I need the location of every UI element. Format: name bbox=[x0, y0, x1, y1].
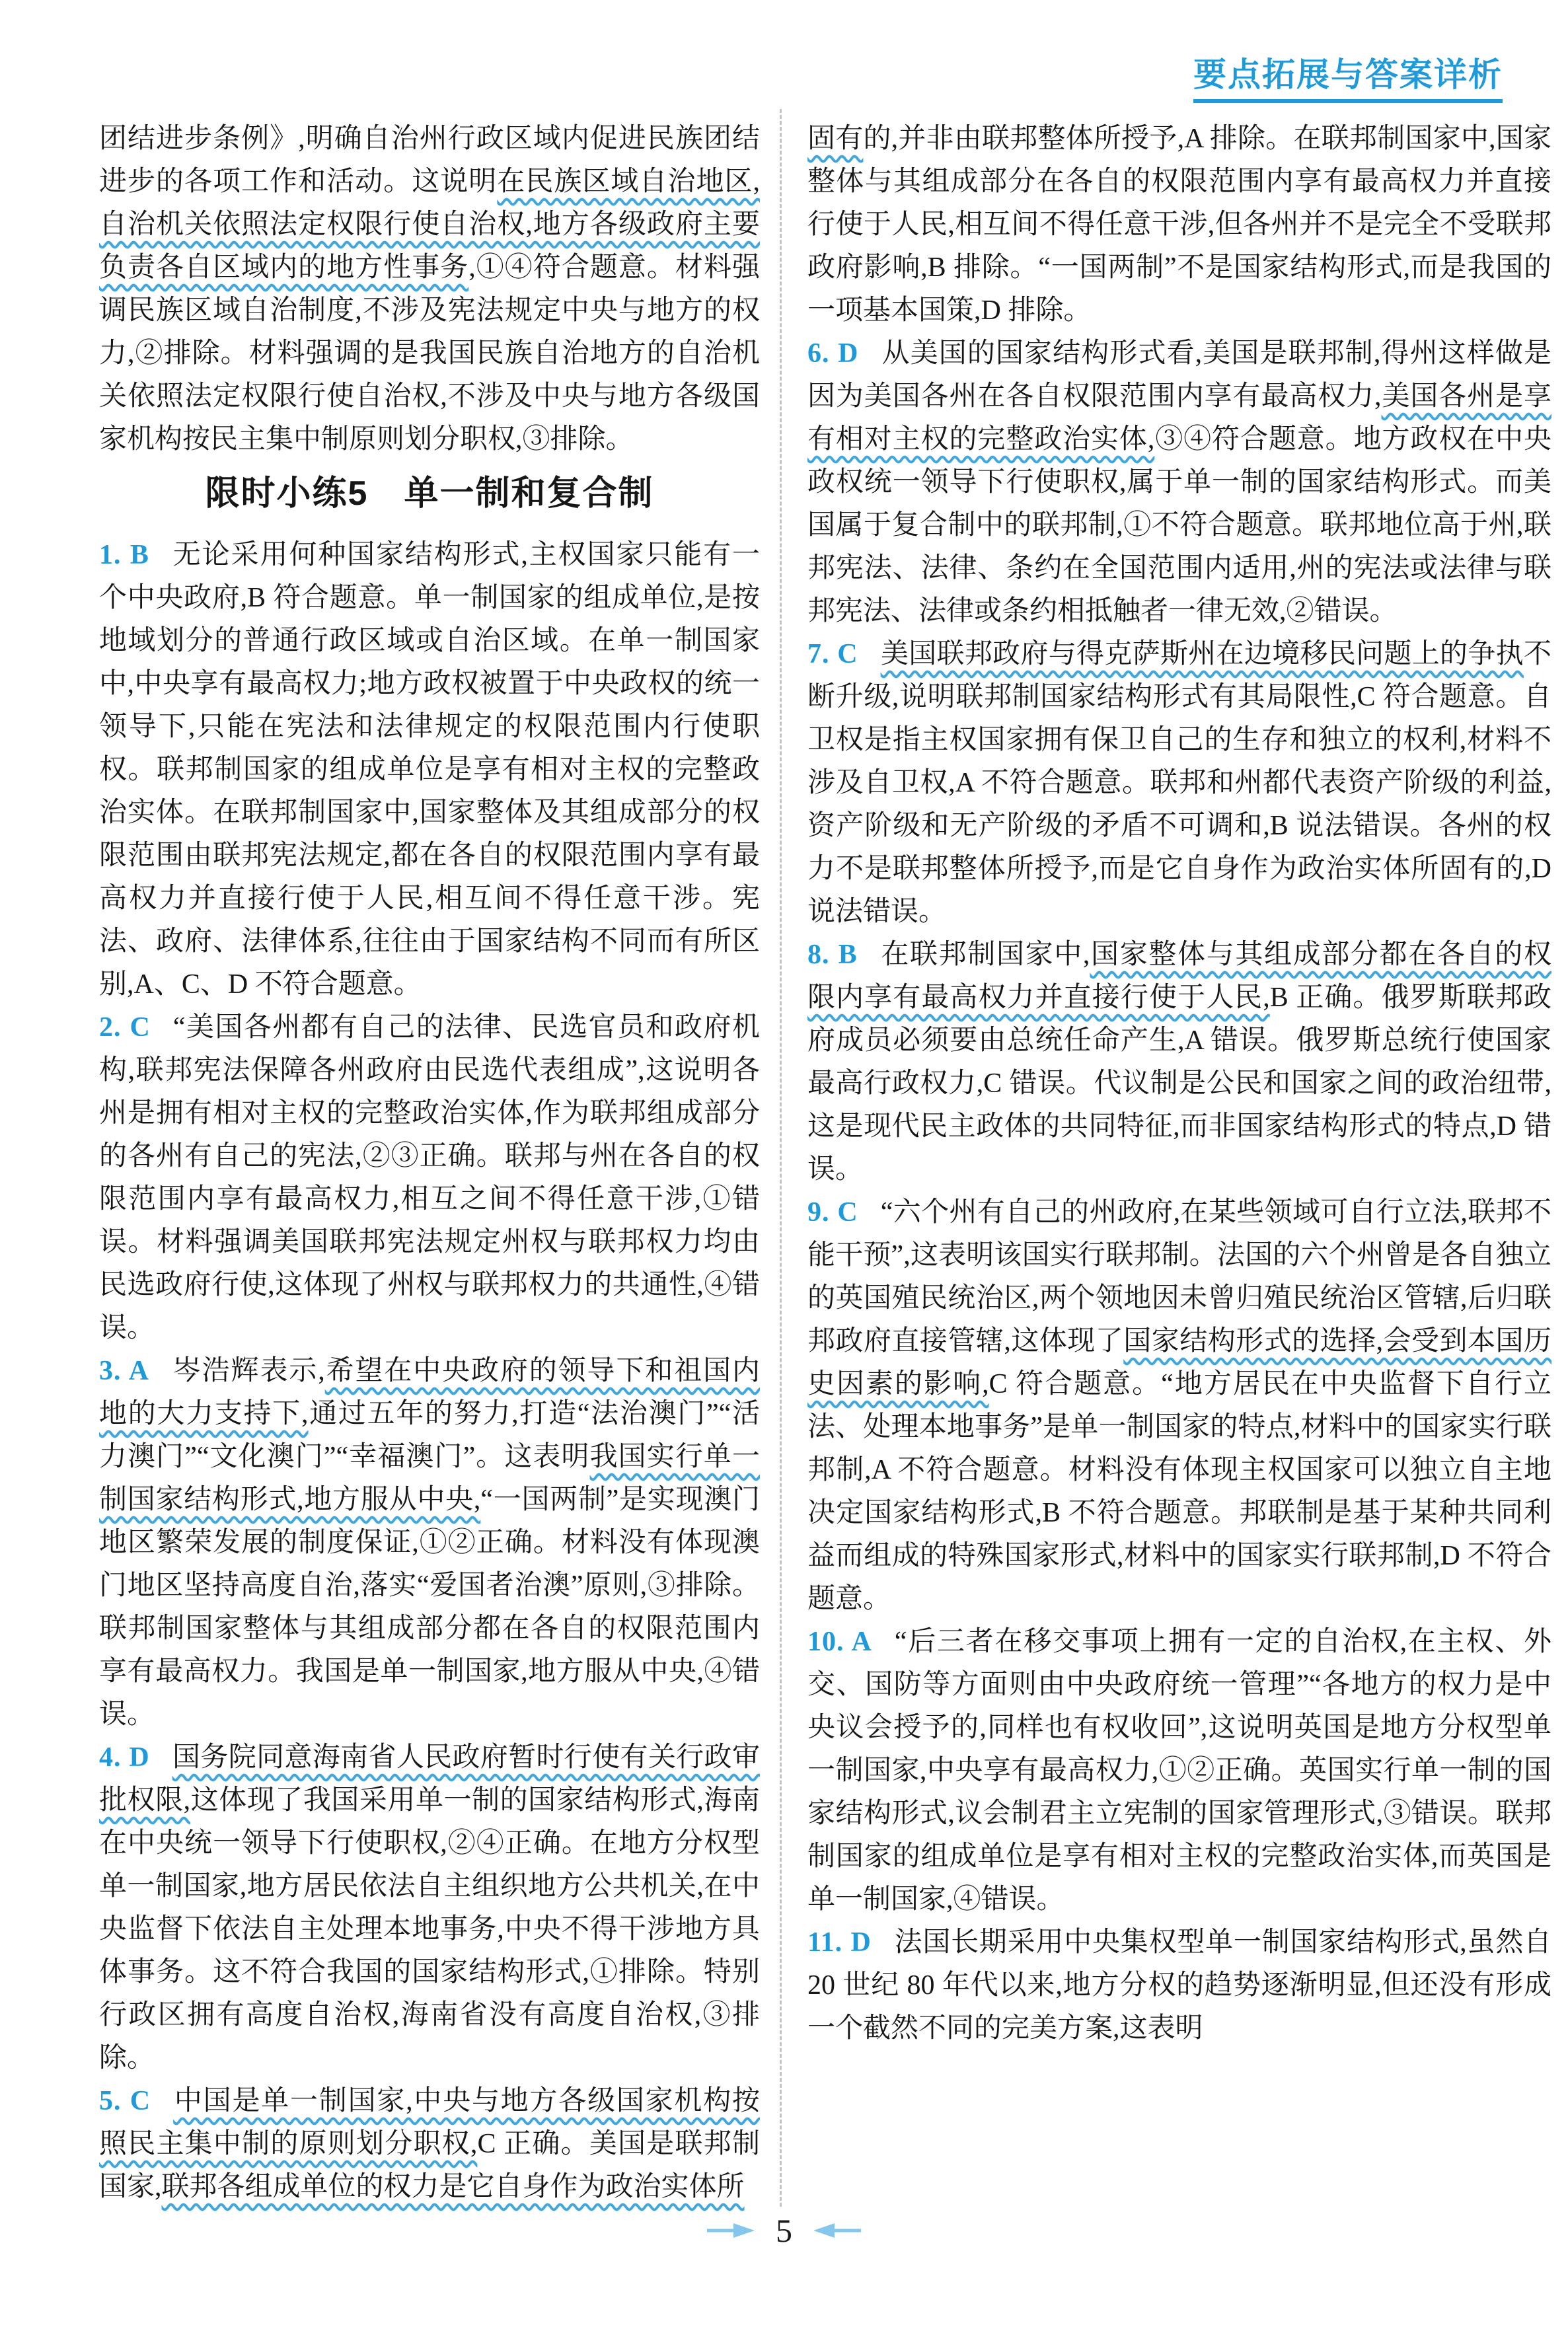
answer-label: 4. D bbox=[99, 1742, 150, 1773]
arrow-left-icon bbox=[812, 2222, 862, 2239]
answer-paragraph bbox=[807, 934, 1551, 1191]
text-segment: C 正确。美国是联邦制国家, bbox=[99, 2129, 760, 2202]
wavy-underline-text: 国务院同意海南省人民政府暂时行使有关行政审批权限, bbox=[99, 1742, 760, 1816]
wavy-underline-text: 国家结构形式的选择,会受到本国历史因素的影响, bbox=[807, 1326, 1551, 1399]
arrow-right-icon bbox=[706, 2222, 756, 2239]
answer-paragraph bbox=[807, 633, 1551, 934]
answer-paragraph bbox=[807, 332, 1551, 633]
left-intro-container bbox=[99, 118, 760, 461]
text-segment: 在联邦制国家中, bbox=[879, 940, 1090, 970]
left-answers-container bbox=[99, 534, 760, 2209]
wavy-underline-text: 中国是单一制国家,中央与地方各级国家机构按照民主集中制的原则划分职权, bbox=[99, 2086, 760, 2159]
answer-label: 3. A bbox=[99, 1356, 149, 1386]
text-segment: C 符合题意。“地方居民在中央监督下自行立法、处理本地事务”是单一制国家的特点,材料中的国家实行联邦制,A 不符合题意。材料没有体现主权国家可以独立自主地决定国家结构形式,B 不符合题意。邦联制是基于某种共同利益而组成的特殊国家形式,材料中的国家实行联邦制,D 不符合题意。 bbox=[807, 1369, 1551, 1614]
answer-label: 7. C bbox=[807, 639, 858, 669]
text-segment: 岑浩辉表示, bbox=[171, 1356, 325, 1386]
wavy-underline-text: 国家整体与其组成部分都在各自的权限内享有最高权力并直接行使于人民, bbox=[807, 940, 1551, 1013]
text-segment: “一国两制”是实现澳门地区繁荣发展的制度保证,①②正确。材料没有体现澳门地区坚持高度自治,落实“爱国者治澳”原则,③排除。联邦制国家整体与其组成部分都在各自的权限范围内享有最高权力。我国是单一制国家,地方服从中央,④错误。 bbox=[99, 1485, 760, 1730]
page-number: 5 bbox=[776, 2212, 792, 2249]
answer-label: 10. A bbox=[807, 1627, 872, 1657]
page-footer bbox=[0, 2212, 1568, 2249]
answer-label: 5. C bbox=[99, 2086, 151, 2116]
text-segment: 的,并非由联邦整体所授予,A 排除。在联邦制国家中,国家整体与其组成部分在各自的权限范围内享有最高权力并直接行使于人民,相互间不得任意干涉,但各州并不是完全不受联邦政府影响,B 排除。“一国两制”不是国家结构形式,而是我国的一项基本国策,D 排除。 bbox=[807, 124, 1551, 326]
right-column bbox=[807, 118, 1551, 2050]
text-segment: 无论采用何种国家结构形式,主权国家只能有一个中央政府,B 符合题意。单一制国家的组成单位,是按地域划分的普通行政区域或自治区域。在单一制国家中,中央享有最高权力;地方政权被置于中央政权的统一领导下,只能在宪法和法律规定的权限范围内行使职权。联邦制国家的组成单位是享有相对主权的完整政治实体。在联邦制国家中,国家整体及其组成部分的权限范围由联邦宪法规定,都在各自的权限范围内享有最高权力并直接行使于人民,相互间不得任意干涉。宪法、政府、法律体系,往往由于国家结构不同而有所区别,A、C、D 不符合题意。 bbox=[99, 540, 760, 1000]
wavy-underline-text: 希望在中央政府的领导下和祖国内地的大力支持下, bbox=[99, 1356, 760, 1429]
text-segment: 不断升级,说明联邦制国家结构形式有其局限性,C 符合题意。自卫权是指主权国家拥有保卫自己的生存和独立的权利,材料不涉及自卫权,A 不符合题意。联邦和州都代表资产阶级的利益,资产阶级和无产阶级的矛盾不可调和,B 说法错误。各州的权力不是联邦整体所授予,而是它自身作为政治实体所固有的,D 说法错误。 bbox=[807, 639, 1551, 927]
body-paragraph bbox=[807, 118, 1551, 332]
wavy-underline-text: 联邦各组成单位的权力是它自身作为政治实体所 bbox=[161, 2172, 745, 2202]
answer-label: 11. D bbox=[807, 1927, 872, 1958]
wavy-underline-text: 在民族区域自治地区,自治机关依照法定权限行使自治权,地方各级政府主要负责各自区域内的地方性事务 bbox=[99, 166, 760, 283]
column-divider bbox=[780, 109, 782, 2207]
wavy-underline-text: 固有 bbox=[807, 124, 864, 154]
text-segment: 这体现了我国采用单一制的国家结构形式,海南在中央统一领导下行使职权,②④正确。在地方分权型单一制国家,地方居民依法自主组织地方公共机关,在中央监督下依法自主处理本地事务,中央不得干涉地方具体事务。这不符合我国的国家结构形式,①排除。特别行政区拥有高度自治权,海南省没有高度自治权,③排除。 bbox=[99, 1785, 760, 2073]
right-continuation-container bbox=[807, 118, 1551, 332]
text-segment: 通过五年的努力,打造“法治澳门”“活力澳门”“文化澳门”“幸福澳门”。这表明 bbox=[99, 1399, 760, 1472]
page-header-title: 要点拓展与答案详析 bbox=[1193, 55, 1503, 103]
section-title: 限时小练5 单一制和复合制 bbox=[205, 474, 654, 513]
wavy-underline-text: 我国实行单一制国家结构形式,地方服从中央, bbox=[99, 1442, 760, 1515]
text-segment: “后三者在移交事项上拥有一定的自治权,在主权、外交、国防等方面则由中央政府统一管理”“各地方的权力是中央议会授予的,同样也有权收回”,这说明英国是地方分权型单一制国家,中央享有最高权力,①②正确。英国实行单一制的国家结构形式,议会制君主立宪制的国家管理形式,③错误。联邦制国家的组成单位是享有相对主权的完整政治实体,而英国是单一制国家,④错误。 bbox=[807, 1627, 1551, 1915]
answer-paragraph bbox=[807, 1621, 1551, 1921]
answer-label: 2. C bbox=[99, 1012, 151, 1043]
answer-label: 1. B bbox=[99, 540, 149, 570]
right-answers-container bbox=[807, 332, 1551, 2050]
answer-label: 9. C bbox=[807, 1197, 858, 1228]
text-segment: ③④符合题意。地方政权在中央政权统一领导下行使职权,属于单一制的国家结构形式。而美国属于复合制中的联邦制,①不符合题意。联邦地位高于州,联邦宪法、法律、条约在全国范围内适用,州的宪法或法律与联邦宪法、法律或条约相抵触者一律无效,②错误。 bbox=[807, 424, 1551, 626]
answer-paragraph bbox=[99, 1736, 760, 2080]
text-segment: 团结进步条例》,明确自治州行政区域内促进民族团结进步的各项工作和活动。这说明 bbox=[99, 124, 760, 197]
text-segment: ,①④符合题意。材料强调民族区域自治制度,不涉及宪法规定中央与地方的权力,②排除。材料强调的是我国民族自治地方的自治机关依照法定权限行使自治权,不涉及中央与地方各级国家机构按民主集中制原则划分职权,③排除。 bbox=[99, 252, 760, 455]
text-segment: 法国长期采用中央集权型单一制国家结构形式,虽然自 20 世纪 80 年代以来,地方分权的趋势逐渐明显,但还没有形成一个截然不同的完美方案,这表明 bbox=[807, 1927, 1551, 2044]
left-column bbox=[99, 118, 760, 2209]
answer-label: 8. B bbox=[807, 940, 858, 970]
answer-label: 6. D bbox=[807, 338, 859, 369]
text-segment: “美国各州都有自己的法律、民选官员和政府机构,联邦宪法保障各州政府由民选代表组成”,这说明各州是拥有相对主权的完整政治实体,作为联邦组成部分的各州有自己的宪法,②③正确。联邦与州在各自的权限范围内享有最高权力,相互之间不得任意干涉,①错误。材料强调美国联邦宪法规定州权与联邦权力均由民选政府行使,这体现了州权与联邦权力的共通性,④错误。 bbox=[99, 1012, 760, 1343]
wavy-underline-text: 美国各州是享有相对主权的完整政治实体, bbox=[807, 381, 1551, 455]
answer-paragraph bbox=[99, 2080, 760, 2209]
wavy-underline-text: 美国联邦政府与得克萨斯州在边境移民问题上的争执 bbox=[880, 639, 1524, 669]
answer-paragraph bbox=[99, 1350, 760, 1736]
answer-paragraph bbox=[99, 1006, 760, 1350]
text-segment: “六个州有自己的州政府,在某些领域可自行立法,联邦不能干预”,这表明该国实行联邦制。法国的六个州曾是各自独立的英国殖民统治区,两个领地因未曾归殖民统治区管辖,后归联邦政府直接管辖,这体现了 bbox=[807, 1197, 1551, 1356]
body-paragraph bbox=[99, 118, 760, 461]
text-segment: 从美国的国家结构形式看,美国是联邦制,得州这样做是因为美国各州在各自权限范围内享有最高权力, bbox=[807, 338, 1551, 412]
answer-paragraph bbox=[807, 1921, 1551, 2050]
text-segment: B 正确。俄罗斯联邦政府成员必须要由总统任命产生,A 错误。俄罗斯总统行使国家最高行政权力,C 错误。代议制是公民和国家之间的政治纽带,这是现代民主政体的共同特征,而非国家结构形式的特点,D 错误。 bbox=[807, 982, 1551, 1185]
answer-paragraph bbox=[99, 534, 760, 1006]
answer-paragraph bbox=[807, 1191, 1551, 1621]
